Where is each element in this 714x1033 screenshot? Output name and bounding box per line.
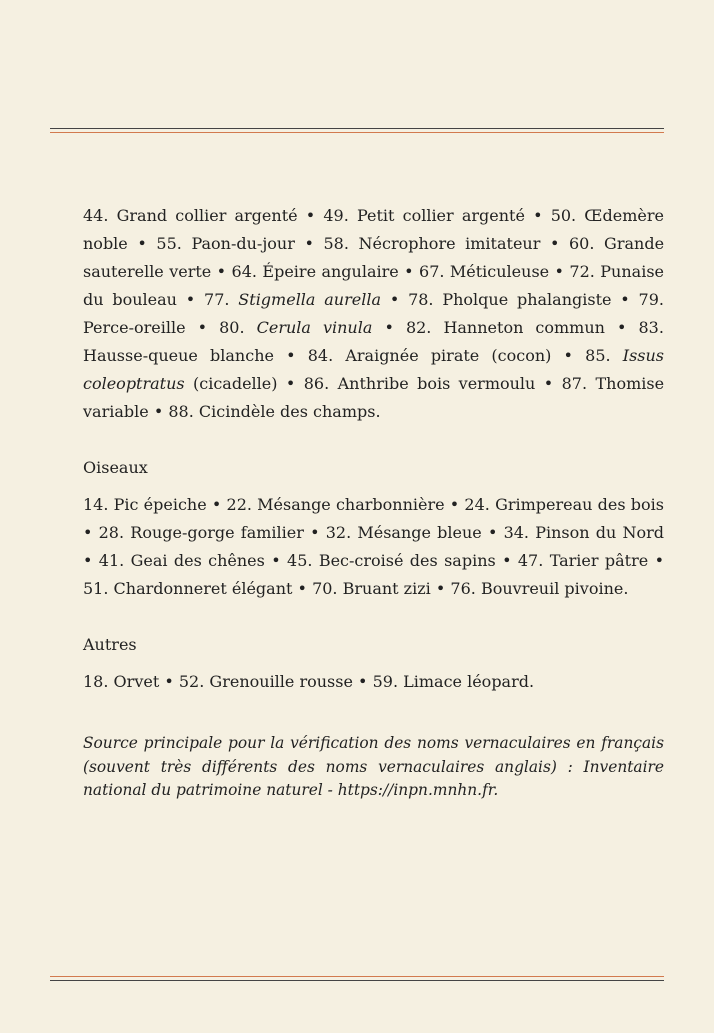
bullet-separator: •: [384, 318, 394, 337]
species-name: Bouvreuil pivoine: [480, 579, 624, 598]
species-note: (cicadelle): [184, 374, 278, 393]
bullet-separator: •: [449, 495, 460, 514]
bullet-separator: •: [549, 234, 560, 253]
others-heading: Autres: [83, 635, 137, 654]
birds-heading: Oiseaux: [83, 458, 148, 477]
species-name: Paon-du-jour: [191, 234, 295, 253]
rule-line-orange: [50, 132, 664, 133]
top-decorative-rule: [50, 128, 664, 132]
species-name: Hausse-queue blanche: [83, 346, 274, 365]
rule-line-dark: [50, 128, 664, 129]
species-name: Grand collier argenté: [116, 206, 298, 225]
species-number: 78.: [408, 290, 434, 309]
bullet-separator: •: [137, 234, 147, 253]
species-number: 82.: [405, 318, 432, 337]
bullet-separator: •: [216, 262, 227, 281]
bullet-separator: •: [305, 206, 316, 225]
bullet-separator: •: [297, 579, 307, 598]
bullet-separator: •: [358, 672, 368, 691]
species-number: 50.: [550, 206, 577, 225]
species-number: 18.: [83, 672, 109, 691]
species-number: 51.: [83, 579, 109, 598]
insects-list-paragraph: [83, 202, 664, 426]
species-name: Méticuleuse: [449, 262, 550, 281]
bullet-separator: •: [554, 262, 564, 281]
bullet-separator: •: [211, 495, 222, 514]
species-number: 41.: [98, 551, 125, 570]
species-number: 45.: [287, 551, 313, 570]
bullet-separator: •: [310, 523, 320, 542]
species-number: 55.: [156, 234, 182, 253]
rule-line-dark: [50, 980, 664, 981]
bullet-separator: •: [83, 523, 93, 542]
species-name: Œdemère noble: [83, 206, 664, 253]
species-name: Issus coleoptratus: [83, 346, 665, 393]
species-name: Punaise du bouleau: [83, 262, 664, 309]
species-number: 14.: [83, 495, 109, 514]
species-number: 47.: [517, 551, 544, 570]
species-name: Orvet: [113, 672, 160, 691]
species-name: Stigmella aurella: [238, 290, 381, 309]
species-number: 60.: [569, 234, 595, 253]
source-note: Source principale pour la vérification des noms vernaculaires en français (souvent très différents des noms vernaculaires anglais) : Inventaire national du patrimoine naturel - https://inpn.mnhn.fr.: [83, 734, 664, 799]
bullet-separator: •: [404, 262, 414, 281]
bullet-separator: •: [389, 290, 400, 309]
bullet-separator: •: [654, 551, 665, 570]
species-number: 77.: [204, 290, 230, 309]
bullet-separator: •: [153, 402, 164, 421]
species-number: 83.: [638, 318, 664, 337]
species-number: 44.: [83, 206, 109, 225]
species-number: 28.: [98, 523, 125, 542]
species-name: Grande sauterelle verte: [83, 234, 665, 281]
bullet-separator: •: [620, 290, 630, 309]
species-number: 72.: [569, 262, 595, 281]
others-list-paragraph: [83, 668, 664, 696]
species-name: Petit collier argenté: [356, 206, 525, 225]
species-name: Araignée pirate (cocon): [345, 346, 552, 365]
species-number: 80.: [219, 318, 245, 337]
species-number: 59.: [372, 672, 399, 691]
species-list: [83, 202, 664, 803]
species-name: Bec-croisé des sapins: [318, 551, 496, 570]
species-number: 87.: [561, 374, 588, 393]
species-name: Pholque phalangiste: [442, 290, 612, 309]
species-name: Cerula vinula: [256, 318, 373, 337]
species-name: Grenouille rousse: [209, 672, 353, 691]
bullet-separator: •: [83, 551, 93, 570]
species-number: 52.: [178, 672, 205, 691]
species-number: 58.: [323, 234, 349, 253]
species-number: 76.: [450, 579, 476, 598]
species-number: 84.: [307, 346, 334, 365]
bullet-separator: •: [487, 523, 498, 542]
species-name: Épeire angulaire: [262, 262, 399, 281]
bullet-separator: •: [533, 206, 543, 225]
species-name: Anthribe bois vermoulu: [337, 374, 536, 393]
bullet-separator: •: [502, 551, 512, 570]
species-number: 67.: [419, 262, 445, 281]
species-name: Geai des chênes: [130, 551, 265, 570]
birds-list-paragraph: [83, 491, 664, 603]
species-name: Chardonneret élégant: [113, 579, 293, 598]
species-number: 64.: [231, 262, 257, 281]
species-number: 34.: [503, 523, 530, 542]
list-end-mark: .: [623, 579, 629, 598]
species-number: 88.: [168, 402, 194, 421]
bullet-separator: •: [543, 374, 554, 393]
species-name: Cicindèle des champs: [198, 402, 376, 421]
species-number: 49.: [323, 206, 349, 225]
species-number: 22.: [226, 495, 252, 514]
species-name: Thomise variable: [83, 374, 665, 421]
species-name: Hanneton commun: [443, 318, 605, 337]
bullet-separator: •: [197, 318, 208, 337]
species-name: Limace léopard: [403, 672, 529, 691]
species-number: 85.: [585, 346, 611, 365]
species-number: 79.: [638, 290, 664, 309]
species-name: Rouge-gorge familier: [130, 523, 304, 542]
species-number: 24.: [464, 495, 490, 514]
bullet-separator: •: [271, 551, 281, 570]
species-name: Grimpereau des bois: [495, 495, 664, 514]
bullet-separator: •: [304, 234, 314, 253]
list-end-mark: .: [528, 672, 535, 691]
species-name: Pic épeiche: [113, 495, 207, 514]
bullet-separator: •: [164, 672, 174, 691]
bullet-separator: •: [563, 346, 573, 365]
bullet-separator: •: [617, 318, 627, 337]
species-name: Nécrophore imitateur: [358, 234, 541, 253]
bullet-separator: •: [285, 374, 296, 393]
list-end-mark: .: [375, 402, 381, 421]
bottom-decorative-rule: [50, 976, 664, 980]
rule-line-orange: [50, 976, 664, 977]
species-name: Perce-oreille: [83, 318, 186, 337]
bullet-separator: •: [435, 579, 446, 598]
species-number: 32.: [325, 523, 352, 542]
species-number: 70.: [312, 579, 338, 598]
species-name: Tarier pâtre: [549, 551, 649, 570]
species-name: Mésange bleue: [357, 523, 482, 542]
bullet-separator: •: [286, 346, 296, 365]
species-name: Pinson du Nord: [535, 523, 664, 542]
species-number: 86.: [303, 374, 330, 393]
species-name: Bruant zizi: [342, 579, 431, 598]
bullet-separator: •: [185, 290, 196, 309]
species-name: Mésange charbonnière: [257, 495, 445, 514]
